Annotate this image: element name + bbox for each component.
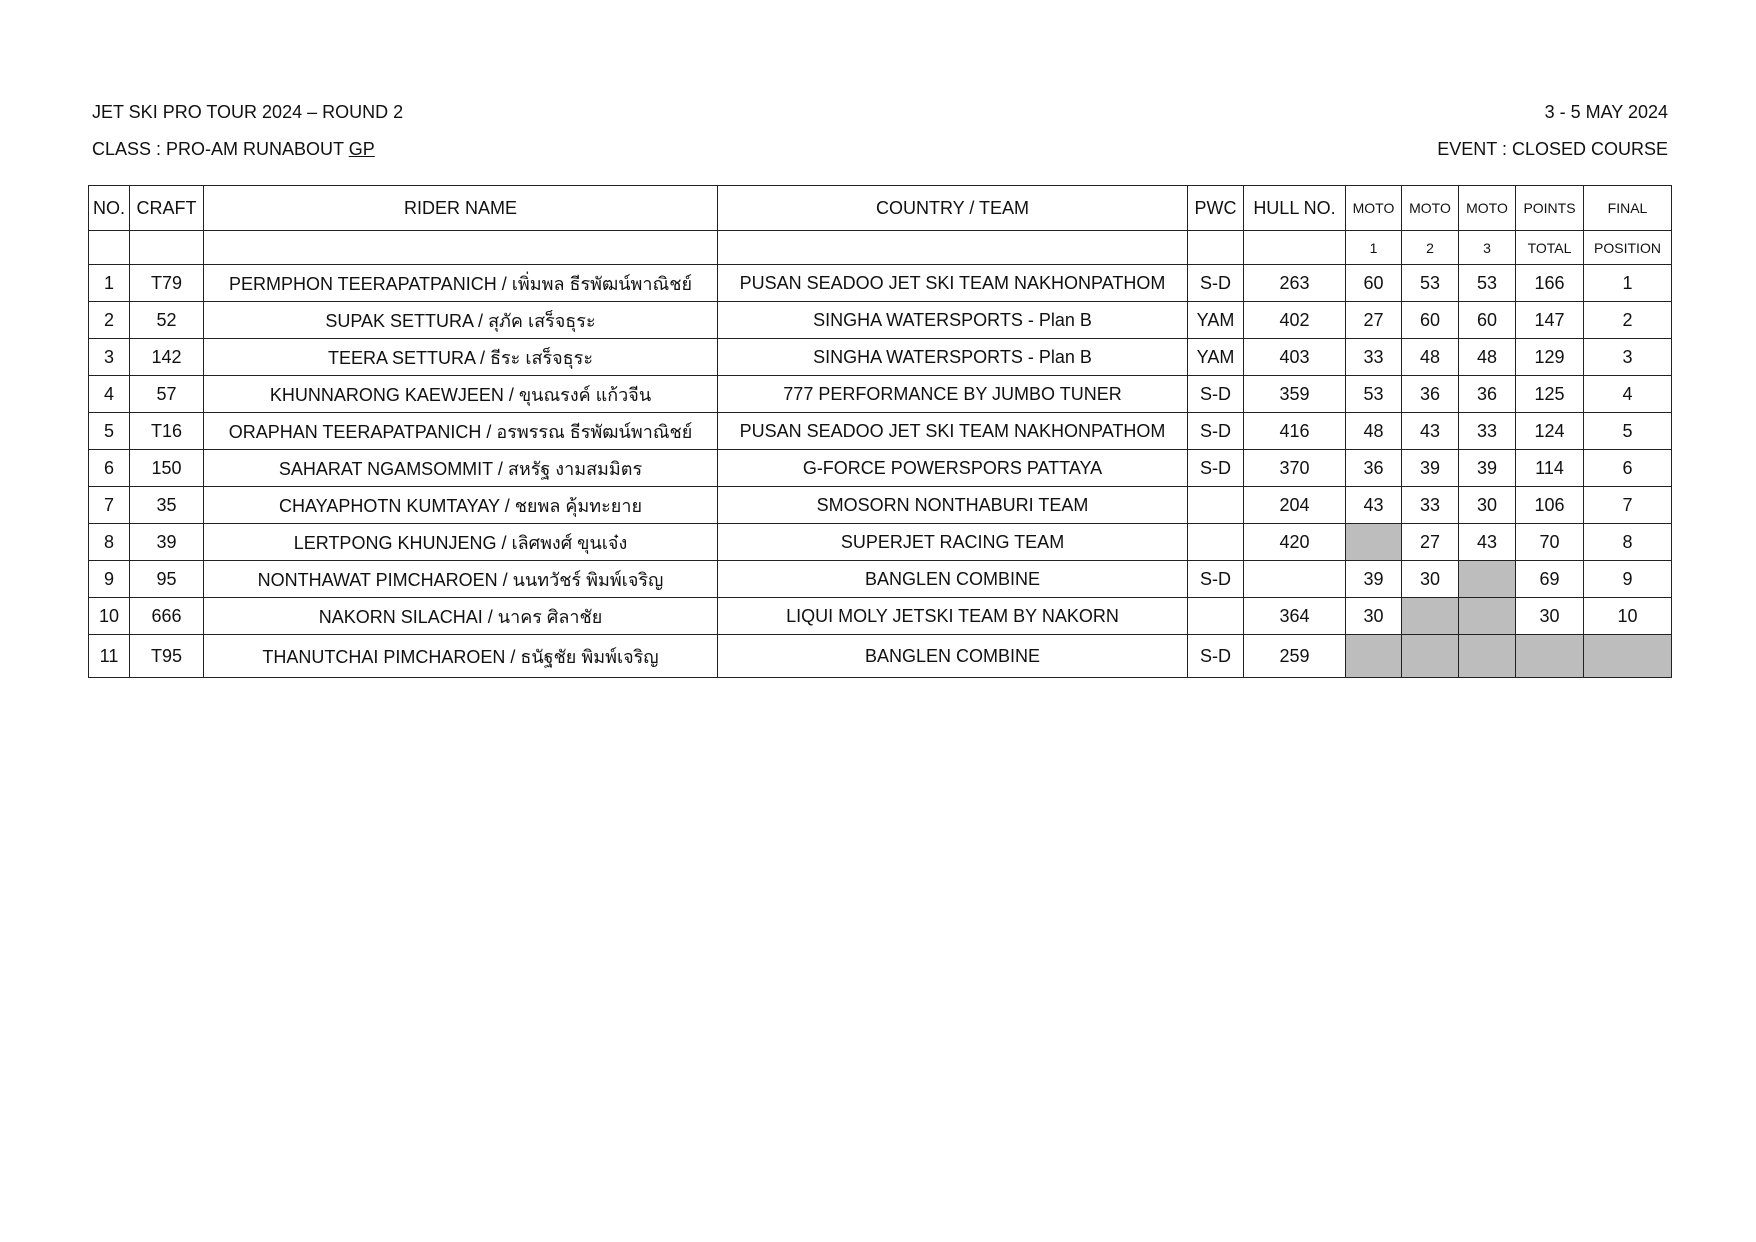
row-moto2: 30 xyxy=(1402,561,1459,598)
table-row xyxy=(89,413,1672,450)
row-craft: 150 xyxy=(130,450,204,487)
row-total: 166 xyxy=(1516,265,1584,302)
col-craft-sub xyxy=(130,231,204,265)
row-rider: NONTHAWAT PIMCHAROEN / นนทวัชร์ พิมพ์เจริญ xyxy=(204,561,718,598)
row-moto1: 36 xyxy=(1346,450,1402,487)
row-moto1 xyxy=(1346,524,1402,561)
row-moto2 xyxy=(1402,598,1459,635)
table-row xyxy=(89,376,1672,413)
row-pwc: S-D xyxy=(1188,413,1244,450)
row-moto1: 53 xyxy=(1346,376,1402,413)
row-rider: SAHARAT NGAMSOMMIT / สหรัฐ งามสมมิตร xyxy=(204,450,718,487)
row-position: 4 xyxy=(1584,376,1672,413)
class-prefix: CLASS : PRO-AM RUNABOUT xyxy=(92,139,344,159)
row-no: 11 xyxy=(89,635,130,678)
row-position: 2 xyxy=(1584,302,1672,339)
row-hull: 263 xyxy=(1244,265,1346,302)
row-position: 5 xyxy=(1584,413,1672,450)
row-moto3: 48 xyxy=(1459,339,1516,376)
row-total xyxy=(1516,635,1584,678)
row-no: 10 xyxy=(89,598,130,635)
row-hull: 403 xyxy=(1244,339,1346,376)
row-craft: 52 xyxy=(130,302,204,339)
row-moto2: 53 xyxy=(1402,265,1459,302)
row-craft: 142 xyxy=(130,339,204,376)
row-position: 9 xyxy=(1584,561,1672,598)
results-body xyxy=(89,265,1672,678)
row-craft: T95 xyxy=(130,635,204,678)
col-rider: RIDER NAME xyxy=(204,186,718,231)
table-row xyxy=(89,487,1672,524)
row-rider: ORAPHAN TEERAPATPANICH / อรพรรณ ธีรพัฒน์พาณิชย์ xyxy=(204,413,718,450)
row-no: 9 xyxy=(89,561,130,598)
row-total: 129 xyxy=(1516,339,1584,376)
col-hull-sub xyxy=(1244,231,1346,265)
row-moto3: 60 xyxy=(1459,302,1516,339)
row-pwc xyxy=(1188,487,1244,524)
row-no: 2 xyxy=(89,302,130,339)
row-moto1: 60 xyxy=(1346,265,1402,302)
row-hull: 416 xyxy=(1244,413,1346,450)
row-pwc: S-D xyxy=(1188,265,1244,302)
row-total: 70 xyxy=(1516,524,1584,561)
row-moto3: 53 xyxy=(1459,265,1516,302)
row-team: 777 PERFORMANCE BY JUMBO TUNER xyxy=(718,376,1188,413)
row-hull: 402 xyxy=(1244,302,1346,339)
row-moto1: 27 xyxy=(1346,302,1402,339)
row-position: 6 xyxy=(1584,450,1672,487)
row-moto1: 39 xyxy=(1346,561,1402,598)
header-row xyxy=(89,186,1672,231)
table-row xyxy=(89,265,1672,302)
table-row xyxy=(89,339,1672,376)
row-position: 3 xyxy=(1584,339,1672,376)
row-moto2: 39 xyxy=(1402,450,1459,487)
row-moto3 xyxy=(1459,561,1516,598)
row-no: 7 xyxy=(89,487,130,524)
row-hull: 204 xyxy=(1244,487,1346,524)
table-row xyxy=(89,635,1672,678)
table-row xyxy=(89,561,1672,598)
row-rider: THANUTCHAI PIMCHAROEN / ธนัฐชัย พิมพ์เจริญ xyxy=(204,635,718,678)
row-moto2: 60 xyxy=(1402,302,1459,339)
row-team: PUSAN SEADOO JET SKI TEAM NAKHONPATHOM xyxy=(718,265,1188,302)
event-dates: 3 - 5 MAY 2024 xyxy=(1544,102,1668,122)
row-moto1: 30 xyxy=(1346,598,1402,635)
row-moto1: 48 xyxy=(1346,413,1402,450)
col-moto2-sub: 2 xyxy=(1402,231,1459,265)
row-moto3: 30 xyxy=(1459,487,1516,524)
row-pwc: S-D xyxy=(1188,561,1244,598)
row-moto2: 48 xyxy=(1402,339,1459,376)
row-craft: 35 xyxy=(130,487,204,524)
row-position: 1 xyxy=(1584,265,1672,302)
row-moto1: 33 xyxy=(1346,339,1402,376)
row-pwc xyxy=(1188,598,1244,635)
col-rider-sub xyxy=(204,231,718,265)
row-craft: 39 xyxy=(130,524,204,561)
row-moto2 xyxy=(1402,635,1459,678)
col-team: COUNTRY / TEAM xyxy=(718,186,1188,231)
table-row xyxy=(89,524,1672,561)
results-table xyxy=(88,185,1672,678)
col-final: FINAL xyxy=(1584,186,1672,231)
row-rider: KHUNNARONG KAEWJEEN / ขุนณรงค์ แก้วจีน xyxy=(204,376,718,413)
col-moto1: MOTO xyxy=(1346,186,1402,231)
row-hull: 359 xyxy=(1244,376,1346,413)
row-total: 114 xyxy=(1516,450,1584,487)
row-hull: 420 xyxy=(1244,524,1346,561)
col-moto2: MOTO xyxy=(1402,186,1459,231)
row-no: 6 xyxy=(89,450,130,487)
row-team: G-FORCE POWERSPORS PATTAYA xyxy=(718,450,1188,487)
row-pwc: S-D xyxy=(1188,376,1244,413)
row-moto3 xyxy=(1459,635,1516,678)
row-position: 10 xyxy=(1584,598,1672,635)
class-label xyxy=(92,138,375,160)
row-moto3: 43 xyxy=(1459,524,1516,561)
row-moto3: 36 xyxy=(1459,376,1516,413)
row-position: 8 xyxy=(1584,524,1672,561)
row-moto2: 43 xyxy=(1402,413,1459,450)
col-final-sub: POSITION xyxy=(1584,231,1672,265)
col-hull: HULL NO. xyxy=(1244,186,1346,231)
class-suffix: GP xyxy=(348,139,375,159)
col-points-sub: TOTAL xyxy=(1516,231,1584,265)
row-no: 8 xyxy=(89,524,130,561)
row-craft: T79 xyxy=(130,265,204,302)
col-pwc-sub xyxy=(1188,231,1244,265)
row-no: 1 xyxy=(89,265,130,302)
col-team-sub xyxy=(718,231,1188,265)
row-rider: LERTPONG KHUNJENG / เลิศพงศ์ ขุนเจ๋ง xyxy=(204,524,718,561)
col-pwc: PWC xyxy=(1188,186,1244,231)
row-moto1 xyxy=(1346,635,1402,678)
row-hull: 364 xyxy=(1244,598,1346,635)
row-total: 124 xyxy=(1516,413,1584,450)
table-row xyxy=(89,450,1672,487)
row-total: 69 xyxy=(1516,561,1584,598)
row-craft: 57 xyxy=(130,376,204,413)
row-rider: TEERA SETTURA / ธีระ เสร็จธุระ xyxy=(204,339,718,376)
row-rider: PERMPHON TEERAPATPANICH / เพิ่มพล ธีรพัฒน์พาณิชย์ xyxy=(204,265,718,302)
row-craft: T16 xyxy=(130,413,204,450)
row-rider: NAKORN SILACHAI / นาคร ศิลาชัย xyxy=(204,598,718,635)
row-total: 30 xyxy=(1516,598,1584,635)
row-team: SMOSORN NONTHABURI TEAM xyxy=(718,487,1188,524)
row-total: 125 xyxy=(1516,376,1584,413)
col-points: POINTS xyxy=(1516,186,1584,231)
row-team: SINGHA WATERSPORTS - Plan B xyxy=(718,339,1188,376)
row-moto3 xyxy=(1459,598,1516,635)
row-no: 3 xyxy=(89,339,130,376)
row-rider: CHAYAPHOTN KUMTAYAY / ชยพล คุ้มทะยาย xyxy=(204,487,718,524)
row-no: 5 xyxy=(89,413,130,450)
row-moto3: 33 xyxy=(1459,413,1516,450)
event-title: JET SKI PRO TOUR 2024 – ROUND 2 xyxy=(92,102,404,122)
col-no: NO. xyxy=(89,186,130,231)
row-moto2: 36 xyxy=(1402,376,1459,413)
row-team: SUPERJET RACING TEAM xyxy=(718,524,1188,561)
row-craft: 666 xyxy=(130,598,204,635)
row-team: PUSAN SEADOO JET SKI TEAM NAKHONPATHOM xyxy=(718,413,1188,450)
header-row-2 xyxy=(89,231,1672,265)
table-row xyxy=(89,302,1672,339)
row-pwc: YAM xyxy=(1188,339,1244,376)
row-position xyxy=(1584,635,1672,678)
row-moto1: 43 xyxy=(1346,487,1402,524)
row-no: 4 xyxy=(89,376,130,413)
row-pwc: YAM xyxy=(1188,302,1244,339)
row-rider: SUPAK SETTURA / สุภัค เสร็จธุระ xyxy=(204,302,718,339)
col-no-sub xyxy=(89,231,130,265)
row-craft: 95 xyxy=(130,561,204,598)
row-position: 7 xyxy=(1584,487,1672,524)
row-moto2: 27 xyxy=(1402,524,1459,561)
event-type: EVENT : CLOSED COURSE xyxy=(1437,139,1668,159)
row-team: SINGHA WATERSPORTS - Plan B xyxy=(718,302,1188,339)
row-pwc: S-D xyxy=(1188,450,1244,487)
row-team: BANGLEN COMBINE xyxy=(718,635,1188,678)
row-pwc xyxy=(1188,524,1244,561)
col-moto1-sub: 1 xyxy=(1346,231,1402,265)
table-row xyxy=(89,598,1672,635)
col-moto3-sub: 3 xyxy=(1459,231,1516,265)
row-moto2: 33 xyxy=(1402,487,1459,524)
row-total: 106 xyxy=(1516,487,1584,524)
row-pwc: S-D xyxy=(1188,635,1244,678)
row-hull: 370 xyxy=(1244,450,1346,487)
row-team: LIQUI MOLY JETSKI TEAM BY NAKORN xyxy=(718,598,1188,635)
row-total: 147 xyxy=(1516,302,1584,339)
row-hull xyxy=(1244,561,1346,598)
col-moto3: MOTO xyxy=(1459,186,1516,231)
col-craft: CRAFT xyxy=(130,186,204,231)
row-moto3: 39 xyxy=(1459,450,1516,487)
row-hull: 259 xyxy=(1244,635,1346,678)
row-team: BANGLEN COMBINE xyxy=(718,561,1188,598)
